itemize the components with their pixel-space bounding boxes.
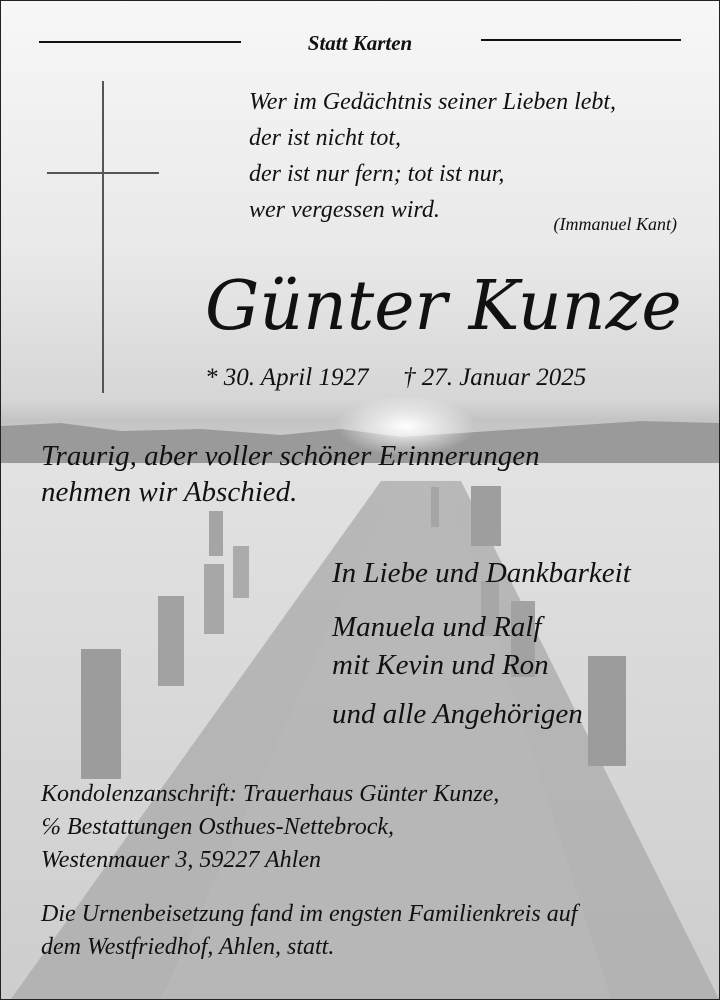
poem-line: Wer im Gedächtnis seiner Lieben lebt, [249, 89, 617, 115]
statement-line: Traurig, aber voller schöner Erinnerungen [41, 440, 540, 472]
funeral-notice [41, 898, 577, 964]
family-names-2: mit Kevin und Ron [332, 649, 549, 681]
poem-line: wer vergessen wird. [249, 197, 440, 223]
statement-line: nehmen wir Abschied. [41, 476, 298, 508]
poem [249, 84, 616, 228]
farewell-statement [41, 438, 540, 510]
funeral-line: Die Urnenbeisetzung fand im engsten Familienkreis auf [41, 901, 578, 927]
poem-line: der ist nur fern; tot ist nur, [249, 161, 505, 187]
header-title: Statt Karten [307, 31, 413, 55]
family-others: und alle Angehörigen [332, 698, 583, 730]
cross-icon-bar [47, 172, 159, 174]
poem-line: der ist nicht tot, [249, 125, 401, 151]
funeral-line: dem Westfriedhof, Ahlen, statt. [41, 934, 335, 960]
address-line: ℅ Bestattungen Osthues-Nettebrock, [41, 814, 395, 840]
family-intro: In Liebe und Dankbarkeit [332, 557, 631, 589]
condolence-address [41, 778, 499, 877]
birth-date: * 30. April 1927 [205, 364, 369, 391]
family-names-1: Manuela und Ralf [332, 611, 542, 643]
life-dates [205, 364, 586, 392]
address-line: Westenmauer 3, 59227 Ahlen [41, 847, 321, 873]
address-line: Kondolenzanschrift: Trauerhaus Günter Kunze, [41, 781, 500, 807]
poem-author: (Immanuel Kant) [553, 214, 677, 234]
cross-icon [102, 81, 104, 393]
death-date: † 27. Januar 2025 [402, 364, 587, 391]
deceased-name: Günter Kunze [205, 267, 682, 346]
